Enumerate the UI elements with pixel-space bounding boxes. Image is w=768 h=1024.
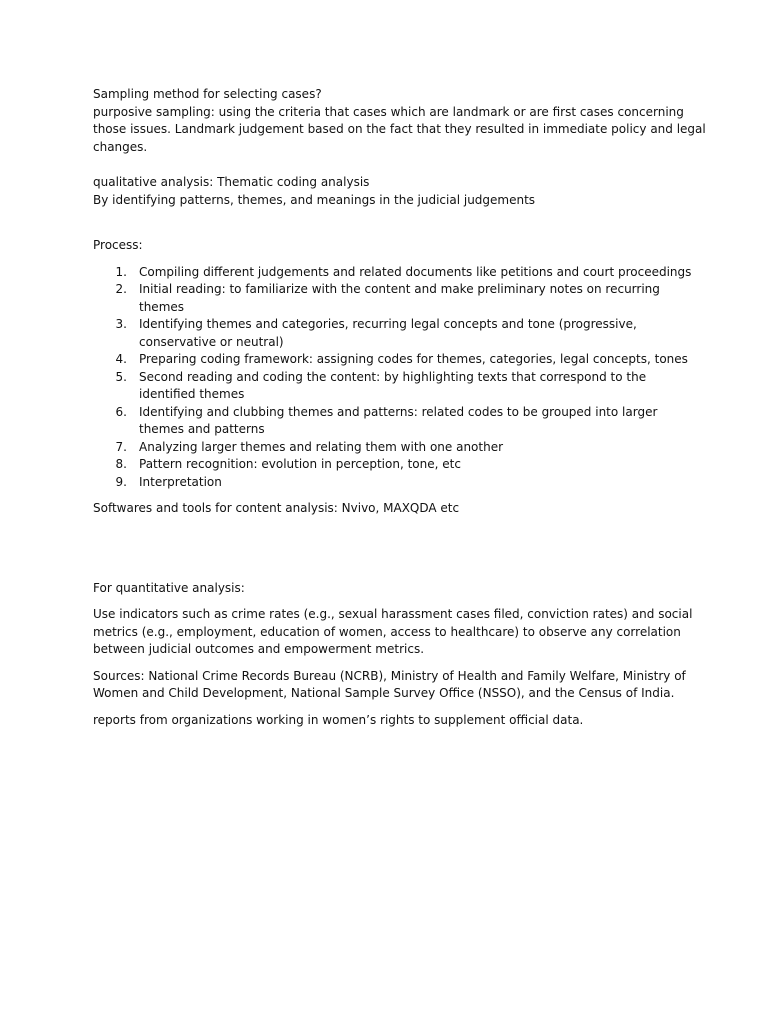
step-number: 9.: [115, 474, 127, 489]
sampling-line-1: purposive sampling: using the criteria that cases which are landmark or are first cases concerning: [93, 104, 684, 119]
sampling-line-3: changes.: [93, 139, 148, 154]
sampling-line-2: those issues. Landmark judgement based on the fact that they resulted in immediate policy and legal: [93, 122, 706, 136]
document-page: [93, 86, 706, 729]
process-step: [93, 404, 683, 439]
step-text: Preparing coding framework: assigning codes for themes, categories, legal concepts, tones: [139, 352, 688, 366]
step-text: Compiling different judgements and related documents like petitions and court proceedings: [139, 264, 692, 279]
indicators-paragraph: [93, 606, 693, 659]
process-step: [93, 369, 683, 404]
indicators-line-1: Use indicators such as crime rates (e.g., sexual harassment cases filed, conviction rates) and social: [93, 607, 693, 621]
step-text: Analyzing larger themes and relating them with one another: [139, 439, 504, 454]
step-text: Identifying and clubbing themes and patterns: related codes to be grouped into larger: [139, 404, 658, 419]
step-text: Identifying themes and categories, recurring legal concepts and tone (progressive,: [139, 317, 637, 331]
reports-line: reports from organizations working in women’s rights to supplement official data.: [93, 712, 584, 727]
step-number: 4.: [115, 352, 127, 366]
step-number: 5.: [115, 369, 127, 384]
process-step: [93, 316, 683, 351]
sampling-section: [93, 86, 706, 156]
qualitative-line: qualitative analysis: Thematic coding analysis: [93, 175, 370, 189]
indicators-line-3: between judicial outcomes and empowerment metrics.: [93, 642, 425, 656]
process-step: [93, 264, 692, 282]
sources-line-1: Sources: National Crime Records Bureau (NCRB), Ministry of Health and Family Welfare, Ministry of: [93, 668, 686, 683]
step-number: 7.: [115, 439, 127, 454]
step-text: Second reading and coding the content: by highlighting texts that correspond to the: [139, 369, 647, 384]
quantitative-heading: For quantitative analysis:: [93, 580, 245, 595]
step-number: 1.: [115, 264, 127, 279]
step-number: 8.: [115, 457, 127, 471]
tools-line: Softwares and tools for content analysis: Nvivo, MAXQDA etc: [93, 501, 460, 515]
indicators-line-2: metrics (e.g., employment, education of women, access to healthcare) to observe any correlation: [93, 624, 681, 639]
step-text: Initial reading: to familiarize with the content and make preliminary notes on recurring: [139, 282, 660, 296]
step-text-continued: themes and patterns: [139, 422, 265, 436]
step-text: Pattern recognition: evolution in perception, tone, etc: [139, 457, 461, 471]
step-number: 2.: [115, 282, 127, 296]
sources-line-2: Women and Child Development, National Sample Survey Office (NSSO), and the Census of India.: [93, 686, 675, 700]
process-step: [93, 456, 683, 474]
process-heading: Process:: [93, 238, 143, 252]
process-steps-list: [93, 264, 692, 492]
sampling-heading: Sampling method for selecting cases?: [93, 87, 322, 101]
process-step: [93, 474, 683, 492]
identifying-line: By identifying patterns, themes, and meanings in the judicial judgements: [93, 192, 536, 207]
process-step: [93, 439, 683, 457]
step-text-continued: themes: [139, 299, 185, 314]
step-number: 6.: [115, 404, 127, 419]
process-step: [93, 281, 683, 316]
sources-paragraph: [93, 668, 686, 703]
qualitative-section: [93, 174, 683, 209]
step-text-continued: identified themes: [139, 387, 245, 401]
step-number: 3.: [115, 317, 127, 331]
step-text-continued: conservative or neutral): [139, 334, 284, 349]
step-text: Interpretation: [139, 474, 222, 489]
process-step: [93, 351, 688, 369]
